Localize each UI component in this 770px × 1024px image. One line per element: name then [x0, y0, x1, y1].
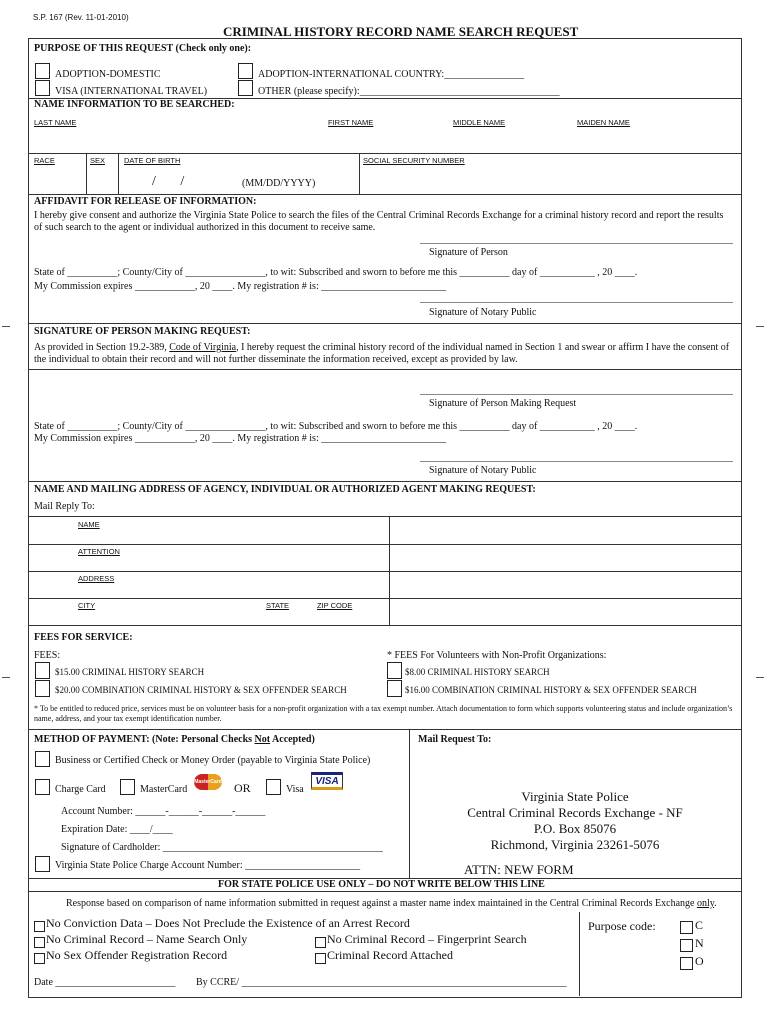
- requester-signature-label: Signature of Person Making Request: [429, 398, 577, 409]
- divider: [86, 153, 87, 194]
- divider: [28, 481, 741, 482]
- divider: [28, 323, 741, 324]
- form-number: S.P. 167 (Rev. 11-01-2010): [33, 13, 129, 22]
- payment-heading: METHOD OF PAYMENT: (Note: Personal Checks Not Accepted): [34, 734, 315, 745]
- dob-format-hint: (MM/DD/YYYY): [242, 178, 316, 189]
- name-field-label: NAME: [78, 520, 100, 529]
- divider: [359, 153, 360, 194]
- fee-criminal-history-label: $15.00 CRIMINAL HISTORY SEARCH: [55, 667, 205, 677]
- police-use-heading: FOR STATE POLICE USE ONLY – DO NOT WRITE BELOW THIS LINE: [218, 879, 545, 890]
- address-field-label: ADDRESS: [78, 574, 115, 583]
- divider: [28, 369, 741, 370]
- opt-no-conviction-checkbox[interactable]: [34, 921, 45, 932]
- opt-no-record-fingerprint-checkbox[interactable]: [315, 937, 326, 948]
- divider: [28, 625, 741, 626]
- fee-criminal-history-checkbox[interactable]: [35, 662, 50, 679]
- other-checkbox[interactable]: [238, 80, 253, 96]
- notary-line-1: State of __________; County/City of ________________, to wit: Subscribed and sworn to before me this __________ day of ___________ , 20 ____.: [34, 421, 638, 432]
- attention-field-label: ATTENTION: [78, 547, 120, 556]
- dob-input[interactable]: / /: [152, 174, 185, 189]
- divider: [28, 153, 741, 154]
- vfee-criminal-history-checkbox[interactable]: [387, 662, 402, 679]
- purpose-code-label: Purpose code:: [588, 919, 656, 933]
- margin-tick: [756, 677, 764, 678]
- other-label: OTHER (please specify):________________________________________: [258, 86, 560, 97]
- zip-field-label: ZIP CODE: [317, 601, 353, 610]
- divider: [389, 516, 390, 625]
- vsp-account-checkbox[interactable]: [35, 856, 50, 872]
- divider: [28, 516, 741, 517]
- signature-line[interactable]: [420, 461, 733, 462]
- mail-to-line-2: Central Criminal Records Exchange - NF: [467, 805, 683, 820]
- opt-no-sex-offender-label: No Sex Offender Registration Record: [46, 948, 228, 962]
- divider: [28, 891, 741, 892]
- opt-record-attached-label: Criminal Record Attached: [327, 948, 453, 962]
- divider: [579, 912, 580, 996]
- notary-signature-label: Signature of Notary Public: [429, 307, 537, 318]
- notary-line-2: My Commission expires ____________, 20 ____. My registration # is: _________________________: [34, 433, 447, 444]
- affidavit-heading: AFFIDAVIT FOR RELEASE OF INFORMATION:: [34, 196, 257, 207]
- vfee-combination-checkbox[interactable]: [387, 680, 402, 697]
- requester-heading: SIGNATURE OF PERSON MAKING REQUEST:: [34, 326, 251, 337]
- signature-line[interactable]: [420, 243, 733, 244]
- adoption-domestic-checkbox[interactable]: [35, 63, 50, 79]
- visa-logo-icon: VISA: [311, 772, 343, 790]
- ssn-label: SOCIAL SECURITY NUMBER: [363, 156, 465, 165]
- opt-no-record-fingerprint-label: No Criminal Record – Fingerprint Search: [327, 932, 527, 946]
- mail-to-heading: Mail Request To:: [418, 734, 492, 745]
- affidavit-text: I hereby give consent and authorize the Virginia State Police to search the files of the Central Criminal Records Exchange for a criminal history record and report the results of such search to the agent or individual authorized in this document to receive same.: [34, 210, 724, 233]
- account-number-field[interactable]: Account Number: ______-______-______-______: [61, 806, 266, 817]
- margin-tick: [756, 326, 764, 327]
- vsp-account-field[interactable]: Virginia State Police Charge Account Number: _______________________: [55, 860, 361, 871]
- visa-card-label: Visa: [286, 784, 304, 795]
- form-title: CRIMINAL HISTORY RECORD NAME SEARCH REQUEST: [223, 24, 579, 39]
- charge-card-label: Charge Card: [55, 784, 106, 795]
- maiden-name-label: MAIDEN NAME: [577, 118, 630, 127]
- dob-label: DATE OF BIRTH: [124, 156, 181, 165]
- attn-label: ATTN: NEW FORM: [464, 862, 574, 877]
- city-field-label: CITY: [78, 601, 96, 610]
- divider: [28, 571, 741, 572]
- mail-to-line-1: Virginia State Police: [521, 789, 629, 804]
- date-field[interactable]: Date ________________________: [34, 977, 176, 988]
- last-name-label: LAST NAME: [34, 118, 77, 127]
- check-payment-checkbox[interactable]: [35, 751, 50, 767]
- signature-line[interactable]: [420, 302, 733, 303]
- margin-tick: [2, 326, 10, 327]
- margin-tick: [2, 677, 10, 678]
- middle-name-label: MIDDLE NAME: [453, 118, 506, 127]
- fee-combination-checkbox[interactable]: [35, 680, 50, 697]
- divider: [28, 729, 741, 730]
- mail-to-line-4: Richmond, Virginia 23261-5076: [490, 837, 660, 852]
- purpose-code-c-checkbox[interactable]: [680, 921, 693, 934]
- divider: [28, 544, 741, 545]
- fees-heading: FEES FOR SERVICE:: [34, 632, 133, 643]
- form-frame: [28, 38, 742, 998]
- response-text: Response based on comparison of name information submitted in request against a master name index maintained in the Central Criminal Records Exchange only.: [66, 898, 717, 909]
- sex-label: SEX: [90, 156, 106, 165]
- notary-line-1: State of __________; County/City of ________________, to wit: Subscribed and sworn to before me this __________ day of ___________ , 20 ____.: [34, 267, 638, 278]
- opt-no-record-name-label: No Criminal Record – Name Search Only: [46, 932, 248, 946]
- race-label: RACE: [34, 156, 55, 165]
- notary-line-2: My Commission expires ____________, 20 ____. My registration # is: _________________________: [34, 281, 447, 292]
- divider: [28, 598, 741, 599]
- opt-record-attached-checkbox[interactable]: [315, 953, 326, 964]
- or-label: OR: [234, 781, 251, 795]
- divider: [118, 153, 119, 194]
- fees-note: * To be entitled to reduced price, services must be on volunteer basis for a non-profit organization with a tax exempt number. Attach documentation to form which supports volunteering status and include organization’s name, address, and your tax exempt identification number.: [34, 704, 733, 723]
- mail-to-address: [410, 789, 740, 853]
- state-field-label: STATE: [266, 601, 290, 610]
- purpose-code-n-checkbox[interactable]: [680, 939, 693, 952]
- expiration-date-field[interactable]: Expiration Date: ____/____: [61, 824, 173, 835]
- purpose-heading: PURPOSE OF THIS REQUEST (Check only one):: [34, 43, 252, 54]
- charge-card-checkbox[interactable]: [35, 779, 50, 795]
- cardholder-signature-field[interactable]: Signature of Cardholder: ____________________________________________: [61, 842, 383, 853]
- name-info-heading: NAME INFORMATION TO BE SEARCHED:: [34, 99, 235, 110]
- check-payment-label: Business or Certified Check or Money Order (payable to Virginia State Police): [55, 755, 371, 766]
- by-ccre-field[interactable]: By CCRE/ _________________________________________________________________: [196, 977, 567, 988]
- requester-text: As provided in Section 19.2-389, Code of Virginia, I hereby request the criminal history record of the individual named in Section 1 and swear or affirm I have the consent of the individual to obtain their record and will not further disseminate the information received, except as provided by law.: [34, 342, 730, 365]
- purpose-code-n-label: N: [695, 936, 704, 950]
- purpose-code-o-checkbox[interactable]: [680, 957, 693, 970]
- adoption-international-checkbox[interactable]: [238, 63, 253, 79]
- mastercard-checkbox[interactable]: [120, 779, 135, 795]
- fee-combination-label: $20.00 COMBINATION CRIMINAL HISTORY & SEX OFFENDER SEARCH: [55, 685, 347, 695]
- signature-line[interactable]: [420, 394, 733, 395]
- vfee-combination-label: $16.00 COMBINATION CRIMINAL HISTORY & SEX OFFENDER SEARCH: [405, 685, 697, 695]
- mail-reply-label: Mail Reply To:: [34, 501, 95, 512]
- mail-to-line-3: P.O. Box 85076: [533, 821, 617, 836]
- mastercard-logo-icon: MasterCard: [194, 774, 222, 790]
- visa-label: VISA (INTERNATIONAL TRAVEL): [55, 86, 208, 97]
- person-signature-label: Signature of Person: [429, 247, 508, 258]
- divider: [28, 194, 741, 195]
- opt-no-conviction-label: No Conviction Data – Does Not Preclude the Existence of an Arrest Record: [46, 916, 410, 930]
- mailing-heading: NAME AND MAILING ADDRESS OF AGENCY, INDIVIDUAL OR AUTHORIZED AGENT MAKING REQUEST:: [34, 484, 536, 495]
- opt-no-record-name-checkbox[interactable]: [34, 937, 45, 948]
- visa-checkbox[interactable]: [35, 80, 50, 96]
- visa-card-checkbox[interactable]: [266, 779, 281, 795]
- volunteer-fees-label: * FEES For Volunteers with Non-Profit Organizations:: [387, 650, 607, 661]
- adoption-international-label: ADOPTION-INTERNATIONAL COUNTRY:________________: [258, 69, 525, 80]
- purpose-code-o-label: O: [695, 954, 704, 968]
- vfee-criminal-history-label: $8.00 CRIMINAL HISTORY SEARCH: [405, 667, 550, 677]
- notary-signature-label: Signature of Notary Public: [429, 465, 537, 476]
- opt-no-sex-offender-checkbox[interactable]: [34, 953, 45, 964]
- fees-label: FEES:: [34, 650, 61, 661]
- adoption-domestic-label: ADOPTION-DOMESTIC: [55, 69, 161, 80]
- purpose-code-c-label: C: [695, 918, 704, 932]
- first-name-label: FIRST NAME: [328, 118, 374, 127]
- mastercard-label: MasterCard: [140, 784, 188, 795]
